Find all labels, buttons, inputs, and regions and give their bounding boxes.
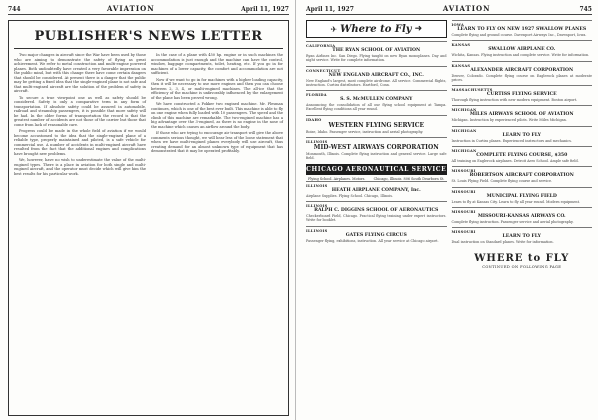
right-running-head — [306, 4, 592, 15]
paragraph: Progress could be made in the whole field of aviation if we would become accustomed to the idea that the single-engined plane of a reliable type, properly maintained and piloted, is a safe vehicle for commercial use. A number of accidents in multi-engined aircraft have resulted from the fact that the additional engines and complications have brought new problems. — [14, 129, 146, 156]
ad-state: CALIFORNIA — [306, 44, 336, 48]
ad-state: KANSAS — [451, 63, 471, 68]
directory-ad — [306, 226, 447, 245]
paragraph: We, however, have no wish to underestimate the value of the multi-engined types. There is a place in aviation for both single and multi-engined aircraft, and the operator must decide which will give him the best results for his particular work. — [14, 158, 146, 176]
ad-name: MISSOURI-KANSAS AIRWAYS CO. — [477, 213, 566, 219]
footer-subtitle: CONTINUED ON FOLLOWING PAGE — [482, 264, 562, 269]
ad-state: ILLINOIS — [306, 204, 328, 209]
ad-body: Monmouth, Illinois. Complete flying instruction and general service. Large safe field. — [306, 152, 447, 161]
ad-body: Boise, Idaho. Passenger service, instruction and aerial photography. — [306, 129, 424, 134]
paragraph: In the case of a plane with 450 hp. engine or in such machines the accommodation is just enough and the machine can have the control, window, baggage compartments, toilet, heating, etc. If you go in for machines of a lower capacity, the comfort and accommodation are not sufficient. — [151, 53, 283, 75]
directory-ad — [452, 40, 593, 59]
directory-ad — [306, 90, 447, 114]
ad-name: HEATH AIRPLANE COMPANY, Inc. — [331, 187, 421, 193]
ad-state: IDAHO — [306, 117, 322, 122]
directory-ad — [306, 137, 447, 163]
left-running-head — [8, 4, 289, 15]
ad-state: MICHIGAN — [451, 128, 477, 133]
directory-ad — [452, 126, 593, 145]
where-to-fly-footer — [452, 253, 593, 269]
directory-column-left — [306, 20, 447, 269]
ad-body: Complete flying instruction. Passenger service and aerial photography. — [451, 219, 574, 224]
ad-name: NEW ENGLAND AIRCRAFT CO., INC. — [328, 72, 424, 78]
ad-state: IOWA — [451, 23, 465, 27]
ad-name: LEARN TO FLY ON NEW 1927 SWALLOW PLANES — [457, 27, 587, 32]
directory-ad — [306, 115, 447, 136]
directory-ad — [452, 20, 593, 39]
banner-title: Where to Fly — [340, 23, 412, 35]
newsletter-column-1 — [14, 53, 146, 178]
chicago-aeronautical-details — [306, 177, 447, 181]
ad-state: KANSAS — [451, 43, 471, 48]
directory-ad — [452, 227, 593, 246]
ad-name: GATES FLYING CIRCUS — [345, 232, 407, 238]
directory-ad — [452, 166, 593, 185]
ad-name: COMPLETE FLYING COURSE, $350 — [476, 153, 568, 159]
ad-name: ALEXANDER AIRCRAFT CORPORATION — [470, 67, 574, 73]
left-journal-name: AVIATION — [106, 4, 155, 13]
ad-state: ILLINOIS — [306, 228, 328, 233]
ad-name: ROBERTSON AIRCRAFT CORPORATION — [469, 173, 574, 179]
footer-title: WHERE to FLY — [474, 252, 570, 264]
ad-body: Learn to fly at Kansas City. Learn to fly all year round. Modern equipment. — [451, 199, 581, 204]
ad-body: Denver, Colorado. Complete flying course on Eaglerock planes at moderate prices. — [451, 73, 592, 82]
right-issue-date: April 11, 1927 — [306, 6, 354, 13]
ad-body: All training on Eaglerock airplanes. Detroit Aero School. Ample safe field. — [451, 159, 579, 164]
ad-body: Airplane Supplies. Flying School. Chicago, Illinois. — [306, 193, 394, 198]
ad-body: Checkerboard Field, Chicago. Practical flying training under expert instructors. Write for booklet. — [306, 214, 447, 223]
ad-body: Passenger flying, exhibitions, instruction. All year service at Chicago airport. — [306, 238, 439, 243]
ad-body: Michigan. Instruction by experienced pilots. Write Miles Michigan. — [451, 118, 567, 123]
paragraph: We have constructed a Fokker two engined machine. Mr. Plesman continues, which is one of the best ever built. This machine is able to fly on one engine when fully loaded with 10 passengers. The speed and the climb of this machine are remarkable. The two-engined machine has a big advantage over the 3-engined, as there is no engine in the nose of the machine which causes an airflow around the body. — [151, 102, 283, 129]
right-page — [300, 0, 598, 420]
ad-body: New England's largest, most complete airdrome. All service. Commercial flights, instruction. Curtiss distributors. Hartford, Conn. — [306, 78, 447, 87]
ad-body: St. Louis Flying Field. Complete flying course and service. — [451, 179, 553, 184]
ad-state: CONNECTICUT — [306, 68, 341, 73]
ad-state: MASSACHUSETTS — [451, 88, 493, 93]
ad-name: LEARN TO FLY — [502, 132, 541, 138]
ad-state: MISSOURI — [451, 189, 476, 194]
ad-name: LEARN TO FLY — [502, 234, 541, 240]
where-to-fly-banner — [306, 20, 447, 38]
ad-name: WESTERN FLYING SERVICE — [328, 121, 425, 129]
left-page — [0, 0, 296, 420]
directory-columns — [306, 20, 592, 269]
left-issue-date: April 11, 1927 — [241, 6, 289, 13]
ad-body: Announcing the consolidation of all our flying school equipment at Tampa. Excellent flying conditions all year round. — [306, 103, 447, 112]
cas-right-text: Chicago, Illinois. 806 South Dearborn St. — [373, 176, 445, 181]
ad-name: MUNICIPAL FLYING FIELD — [486, 193, 557, 199]
ad-name: SWALLOW AIRPLANE CO. — [488, 47, 556, 53]
ad-state: MICHIGAN — [451, 108, 477, 113]
ad-body: Dual instruction on Standard planes. Write for information. — [451, 240, 554, 245]
directory-ad — [306, 201, 447, 225]
newsletter-title: PUBLISHER'S NEWS LETTER — [14, 29, 283, 49]
directory-ad — [452, 187, 593, 206]
ad-state: MISSOURI — [451, 230, 476, 235]
ad-body: Wichita, Kansas. Flying instruction and complete service. Write for information. — [451, 53, 590, 58]
ad-state: ILLINOIS — [306, 140, 328, 145]
directory-ad — [452, 207, 593, 226]
right-page-number: 745 — [579, 6, 592, 13]
paragraph: Two major changes in aircraft since the War have been used by those who are aiming to demonstrate the safety of flying as great achievement. We refer to metal construction and multi-engine powered planes. Both undoubtedly have created a very favorable impression on the public mind, but with this change there have come certain dangers that should be considered. At present there is a danger that the public may be getting a fixed idea that the single-engined plane is not safe and that multi-engined aircraft are the solution of the problem of safety in aircraft. — [14, 53, 146, 93]
publishers-news-letter — [8, 20, 289, 416]
ad-name: MID-WEST AIRWAYS CORPORATION — [313, 144, 439, 152]
right-journal-name: AVIATION — [442, 4, 491, 13]
ad-name: THE RYAN SCHOOL OF AVIATION — [332, 48, 421, 53]
directory-column-right — [452, 20, 593, 269]
ad-name: RALPH C. DIGGINS SCHOOL OF AERONAUTICS — [314, 208, 439, 214]
ad-state: MICHIGAN — [451, 149, 477, 154]
directory-ad — [306, 66, 447, 90]
ad-body: Complete flying and ground course. Davenport Airways Inc., Davenport, Iowa. — [451, 33, 587, 37]
ad-state: MISSOURI — [451, 209, 476, 214]
ad-state: MISSOURI — [451, 169, 476, 174]
ad-body: Instruction in Curtiss planes. Experienced instructors and mechanics. — [451, 138, 572, 143]
ad-name: S. S. McMULLEN COMPANY — [340, 97, 413, 103]
ad-state: ILLINOIS — [306, 183, 328, 188]
newsletter-column-2 — [151, 53, 283, 178]
ad-body: Ryan Airlines Inc. San Diego. Flying taught on new Ryan monoplanes. Day and night service. Write for complete information. — [306, 54, 447, 63]
newsletter-columns — [14, 53, 283, 178]
directory-ad — [452, 105, 593, 124]
directory-ad — [452, 61, 593, 85]
paragraph: Now if we want to go in for machines with a higher loading capacity, then it will be necessary to use more engines and then you can choose between 2, 3, 4, or multi-engined machines. The all-ice that the efficiency of the machine is unfavorably influenced by the enlargement of the plane has been proved wrong. — [151, 77, 283, 100]
left-page-number: 744 — [8, 6, 21, 13]
ad-name: CURTISS FLYING SERVICE — [486, 92, 557, 98]
cas-left-text: Flying School. Airplanes. Motors. — [308, 176, 366, 181]
ad-state: FLORIDA — [306, 93, 327, 98]
arrow-right-icon: ➜ — [414, 24, 423, 34]
directory-ad — [452, 146, 593, 165]
ad-name: MILES AIRWAYS SCHOOL OF AVIATION — [469, 112, 574, 118]
airplane-icon: ✈ — [330, 24, 338, 34]
ad-body: Thorough flying instruction with new modern equipment. Boston airport. — [451, 98, 578, 103]
directory-ad — [452, 85, 593, 104]
paragraph: To secure a true viewpoint one as well as safety should be considered. Safety is only a comparative term in any form of transportation. If absolute safety could be assured in automobile, railroad and steamship passengers, it is possible that more safety will be had. In the older forms of transportation the record is that the greatest number of accidents are not those of the carrier but those that come from lack of reasonable care. — [14, 95, 146, 127]
directory-ad — [306, 181, 447, 200]
directory-ad — [306, 41, 447, 65]
chicago-aeronautical-banner: CHICAGO AERONAUTICAL SERVICE — [306, 165, 447, 173]
paragraph: If those who are trying to encourage air transport will give the above comments serious thought, we will hear less of the loose statement that when we have multi-engined planes everybody will use aircraft, thus creating demand for an almost unknown type of equipment that has demonstrated that it may be operated profitably. — [151, 131, 283, 153]
